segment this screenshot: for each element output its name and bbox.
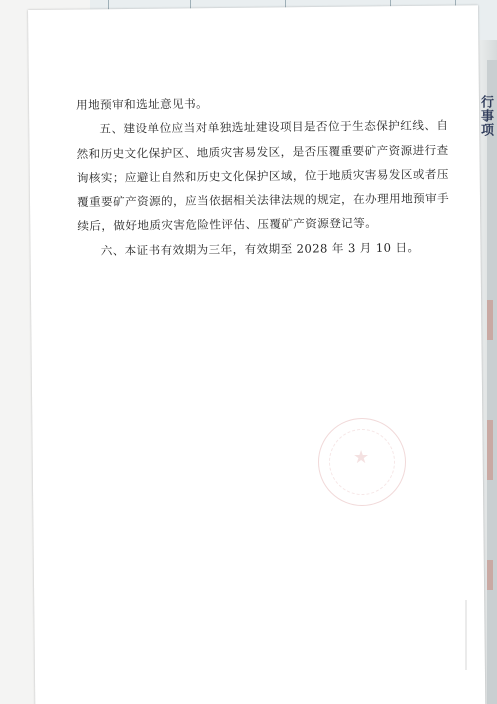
official-seal bbox=[318, 418, 406, 506]
seal-star-icon: ★ bbox=[353, 447, 370, 468]
paragraph-item-6: 六、本证书有效期为三年，有效期至 2028 年 3 月 10 日。 bbox=[100, 240, 420, 258]
red-mark bbox=[487, 560, 493, 590]
document-body bbox=[76, 89, 450, 263]
red-mark bbox=[487, 420, 493, 480]
underlying-page-title: 行事项 bbox=[478, 95, 493, 137]
stacked-page-edge bbox=[487, 60, 497, 704]
paragraph-item-5: 五、建设单位应当对单独选址建设项目是否位于生态保护红线、自然和历史文化保护区、地质灾害易发区，是否压覆重要矿产资源进行查询核实；应避让自然和历史文化保护区域，位于地质灾害易发区或者压覆重要矿产资源的，应当依据相关法律法规的规定，在办理用地预审手续后，做好地质灾害危险性评估、压覆矿产资源登记等。 bbox=[76, 118, 450, 234]
scan-artifact bbox=[465, 600, 467, 670]
red-mark bbox=[487, 300, 493, 340]
paragraph-continuation: 用地预审和选址意见书。 bbox=[76, 96, 209, 112]
